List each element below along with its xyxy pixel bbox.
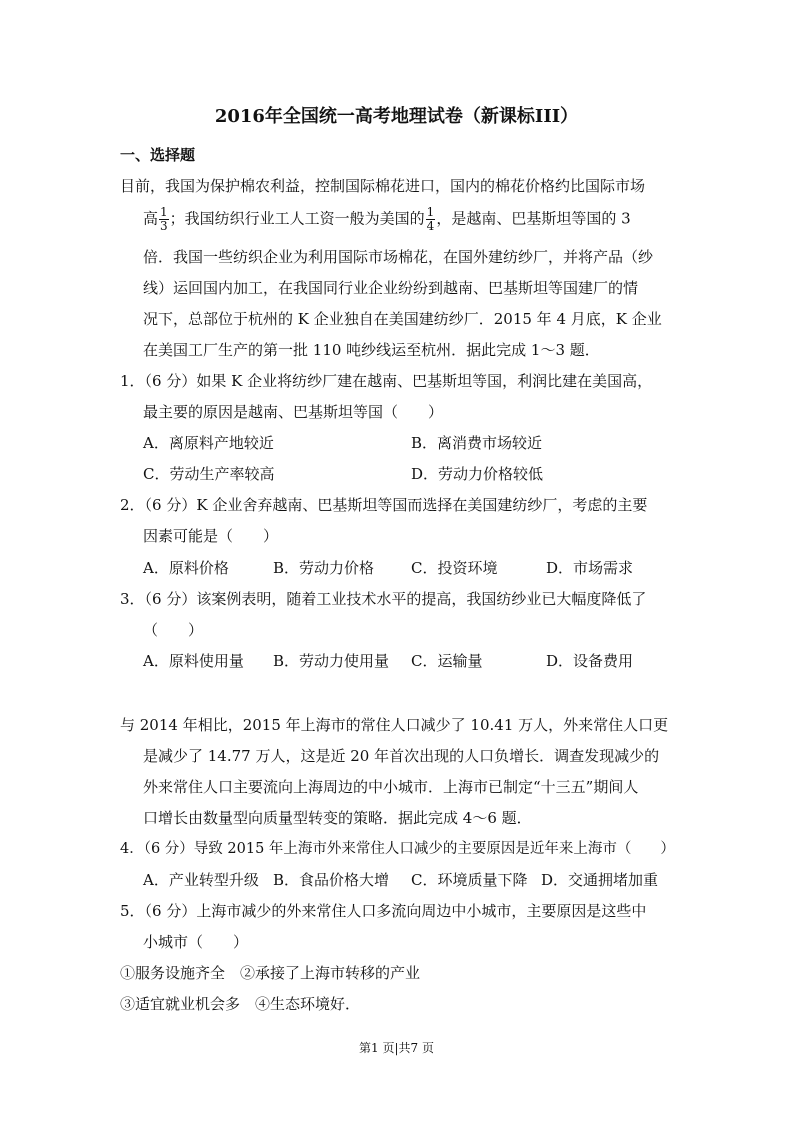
passage2-line4: 口增长由数量型向质量型转变的策略．据此完成 4～6 题． <box>143 809 532 827</box>
q2-stem-line1: 2．（6 分）K 企业舍弃越南、巴基斯坦等国而选择在美国建纺纱厂，考虑的主要 <box>120 496 648 514</box>
q3-stem-line2: （ ） <box>143 621 204 639</box>
q2-option-d: D．市场需求 <box>546 559 634 577</box>
q1-option-d: D．劳动力价格较低 <box>411 465 544 483</box>
q4-option-d: D．交通拥堵加重 <box>541 871 659 889</box>
passage1-line6: 在美国工厂生产的第一批 110 吨纱线运至杭州．据此完成 1～3 题． <box>143 341 600 359</box>
passage1-line3: 倍．我国一些纺织企业为利用国际市场棉花，在国外建纺纱厂，并将产品（纱 <box>143 248 654 266</box>
q5-stem-line1: 5．（6 分）上海市减少的外来常住人口多流向周边中小城市，主要原因是这些中 <box>120 902 647 920</box>
page-title: 2016年全国统一高考地理试卷（新课标III） <box>214 106 579 127</box>
passage2-line1: 与 2014 年相比，2015 年上海市的常住人口减少了 10.41 万人，外来常住人口更 <box>120 716 669 734</box>
passage2-line2: 是减少了 14.77 万人，这是近 20 年首次出现的人口负增长．调查发现减少的 <box>143 747 660 765</box>
passage1-line2-c: ，是越南、巴基斯坦等国的 3 <box>436 209 631 228</box>
q4-option-a: A．产业转型升级 <box>143 871 259 889</box>
q2-stem-line2: 因素可能是（ ） <box>143 527 279 545</box>
passage1-line5: 况下，总部位于杭州的 K 企业独自在美国建纺纱厂．2015 年 4 月底，K 企业 <box>143 310 662 328</box>
passage1-line1: 目前，我国为保护棉农利益，控制国际棉花进口，国内的棉花价格约比国际市场 <box>120 177 646 195</box>
fraction-one-third-den: 3 <box>160 219 168 233</box>
q4-option-c: C．环境质量下降 <box>411 871 528 889</box>
q5-stem-line2: 小城市（ ） <box>143 933 249 951</box>
fraction-one-third <box>159 206 169 233</box>
q1-stem-line2: 最主要的原因是越南、巴基斯坦等国（ ） <box>143 403 444 421</box>
q3-option-c: C．运输量 <box>411 652 483 670</box>
q4-stem-line1: 4．（6 分）导致 2015 年上海市外来常住人口减少的主要原因是近年来上海市（ ） <box>120 841 675 857</box>
q3-stem-line1: 3．（6 分）该案例表明，随着工业技术水平的提高，我国纺纱业已大幅度降低了 <box>120 590 647 608</box>
q1-option-b: B．离消费市场较近 <box>411 434 543 452</box>
q5-statement-1-2: ①服务设施齐全 ②承接了上海市转移的产业 <box>120 964 421 982</box>
q2-option-c: C．投资环境 <box>411 559 498 577</box>
q4-option-b: B．食品价格大增 <box>273 871 390 889</box>
q2-option-b: B．劳动力价格 <box>273 559 375 577</box>
q1-option-a: A．离原料产地较近 <box>143 434 274 452</box>
q3-option-b: B．劳动力使用量 <box>273 652 390 670</box>
passage1-line2-a: 高 <box>143 209 159 228</box>
passage1-line4: 线）运回国内加工，在我国同行业企业纷纷到越南、巴基斯坦等国建厂的情 <box>143 279 639 297</box>
q2-option-a: A．原料价格 <box>143 559 229 577</box>
q1-option-c: C．劳动生产率较高 <box>143 465 275 483</box>
fraction-one-fourth-den: 4 <box>426 219 435 233</box>
page-footer: 第1 页|共7 页 <box>359 1041 434 1055</box>
passage2-line3: 外来常住人口主要流向上海周边的中小城市．上海市已制定“十三五”期间人 <box>143 778 639 796</box>
fraction-one-fourth <box>426 206 436 233</box>
passage1-line2-b: ；我国纺织行业工人工资一般为美国的 <box>169 209 425 228</box>
passage1-line2 <box>143 206 631 233</box>
q1-stem-line1: 1．（6 分）如果 K 企业将纺纱厂建在越南、巴基斯坦等国，利润比建在美国高， <box>120 372 653 390</box>
q3-option-d: D．设备费用 <box>546 652 634 670</box>
q3-option-a: A．原料使用量 <box>143 652 244 670</box>
q5-statement-3-4: ③适宜就业机会多 ④生态环境好． <box>120 995 361 1013</box>
section-heading: 一、选择题 <box>120 146 196 164</box>
fraction-one-third-num: 1 <box>160 205 168 219</box>
fraction-one-fourth-num: 1 <box>426 205 435 219</box>
